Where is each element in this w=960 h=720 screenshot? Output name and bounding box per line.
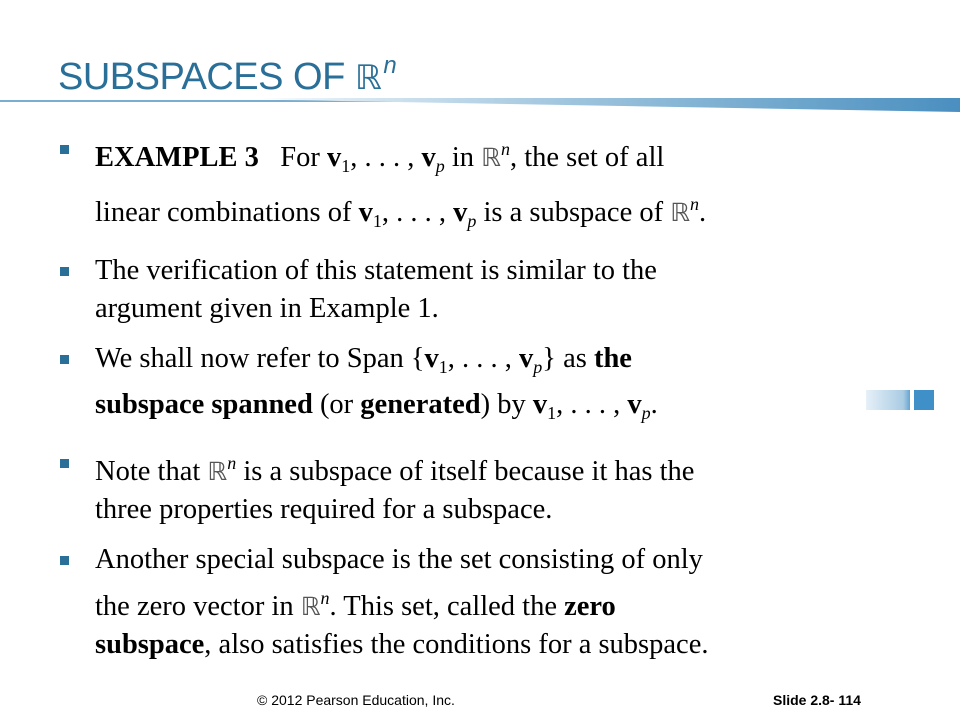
bullet-item-4 [60, 444, 900, 529]
bullet-3-line-1: We shall now refer to Span {$v_1$, . . . , $v_p$} as the [95, 343, 632, 377]
bullet-2-line-2: argument given in Example 1. [95, 293, 439, 324]
real-numbers-symbol: ℝ [300, 592, 321, 621]
bullet-item-1 [60, 130, 900, 240]
real-numbers-symbol: ℝ [670, 198, 691, 227]
title-text: SUBSPACES OF [58, 56, 355, 98]
bullet-4-line-1: Note that ℝ$^n$ is a subspace of itself because it has the [95, 453, 695, 487]
bullet-item-2 [60, 252, 900, 328]
bullet-item-5 [60, 541, 900, 664]
bullet-square-icon [60, 267, 69, 276]
bullet-4-line-2: three properties required for a subspace. [95, 494, 553, 525]
bullet-5-line-1: Another special subspace is the set consisting of only [95, 544, 703, 575]
bullet-square-icon [60, 145, 69, 154]
real-numbers-symbol: ℝ [481, 143, 501, 172]
real-numbers-symbol: ℝ [207, 457, 228, 486]
bullet-5-line-3: subspace, also satisfies the conditions for a subspace. [95, 629, 709, 660]
slide-body [60, 130, 900, 676]
decorative-bar-gap [910, 390, 914, 410]
example-label: EXAMPLE 3 [95, 142, 259, 173]
bullet-item-3 [60, 340, 900, 432]
title-exponent: n [383, 52, 397, 79]
bullet-square-icon [60, 556, 69, 565]
bullet-2-line-1: The verification of this statement is similar to the [95, 255, 657, 286]
bullet-1-line-1: EXAMPLE 3 For $v_1$, . . . , $v_p$ in ℝ$^n$, the set of all [95, 139, 665, 176]
bullet-square-icon [60, 355, 69, 364]
bullet-1-line-2: linear combinations of $v_1$, . . . , $v_p$ is a subspace of ℝ$^n$. [95, 194, 707, 231]
title-rule-gradient [258, 98, 960, 112]
bullet-3-line-2: subspace spanned (or generated) by $v_1$, . . . , $v_p$. [95, 389, 658, 423]
real-numbers-symbol: ℝ [354, 58, 382, 98]
bullet-square-icon [60, 459, 69, 468]
bullet-5-line-2: the zero vector in ℝ$^n$. This set, called the zero [95, 588, 616, 622]
footer-copyright: © 2012 Pearson Education, Inc. [257, 692, 455, 708]
footer-slide-number: Slide 2.8- 114 [773, 692, 861, 708]
slide-title [58, 52, 396, 99]
